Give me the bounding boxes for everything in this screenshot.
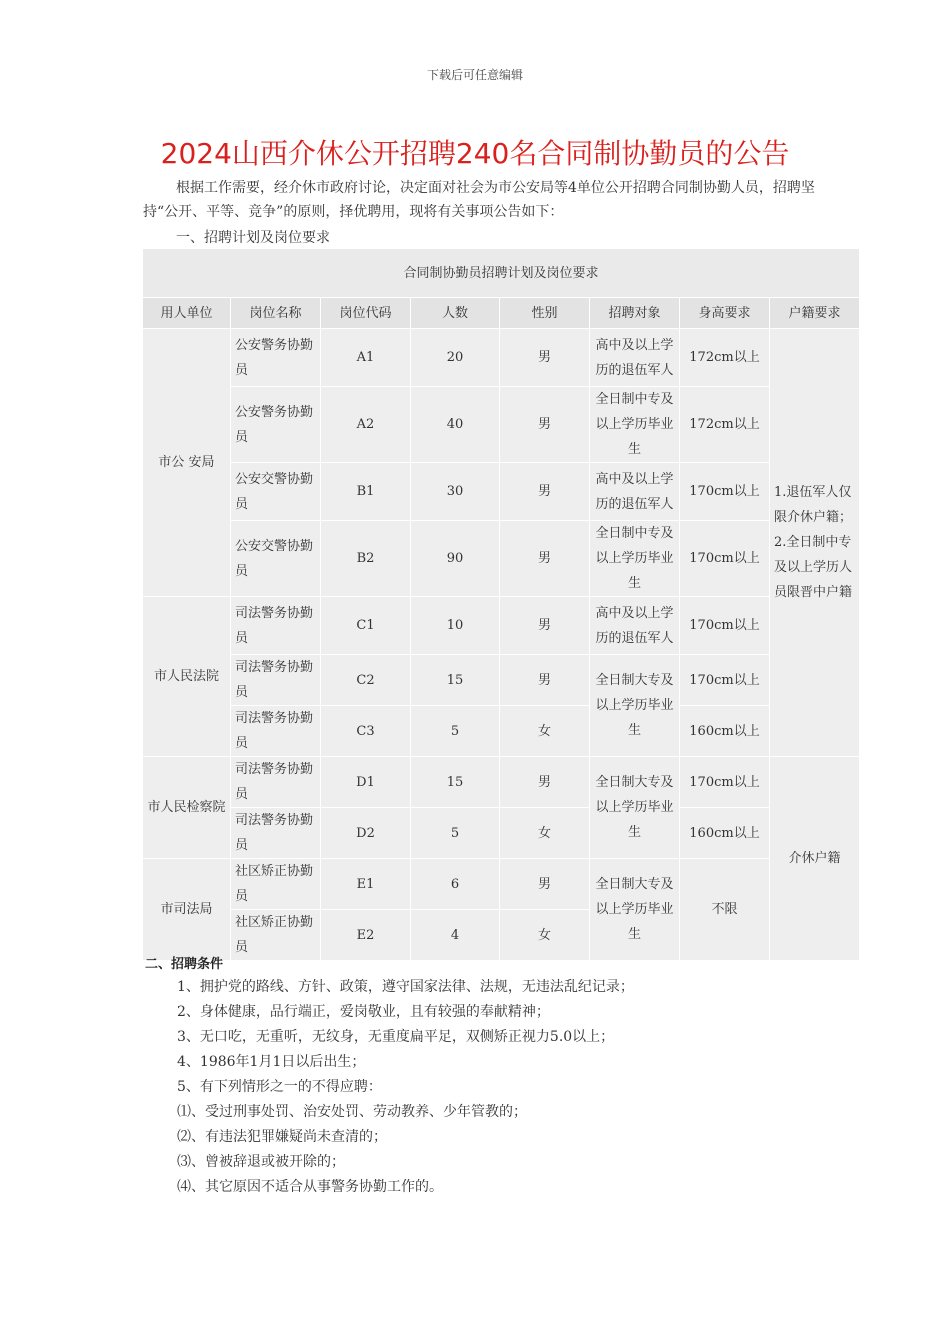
count-cell: 40 xyxy=(411,387,500,463)
count-cell: 6 xyxy=(411,859,500,910)
condition-item: 1、拥护党的路线、方针、政策，遵守国家法律、法规，无违法乱纪记录； xyxy=(177,979,634,995)
post-cell: 公安交警协勤员 xyxy=(231,521,321,597)
target-cell: 高中及以上学历的退伍军人 xyxy=(590,463,680,521)
code-cell: A1 xyxy=(321,329,411,387)
count-cell: 5 xyxy=(411,706,500,757)
gender-cell: 女 xyxy=(500,910,590,961)
recruitment-table xyxy=(142,248,860,961)
table-row xyxy=(143,655,860,706)
header-code: 岗位代码 xyxy=(321,298,411,329)
target-cell: 全日制中专及以上学历毕业生 xyxy=(590,521,680,597)
table-row xyxy=(143,808,860,859)
count-cell: 4 xyxy=(411,910,500,961)
height-cell: 160cm以上 xyxy=(680,706,770,757)
count-cell: 20 xyxy=(411,329,500,387)
gender-cell: 男 xyxy=(500,655,590,706)
header-gender: 性别 xyxy=(500,298,590,329)
post-cell: 公安交警协勤员 xyxy=(231,463,321,521)
section2-heading: 二、招聘条件 xyxy=(145,957,224,972)
hukou-cell: 介休户籍 xyxy=(770,757,860,961)
post-cell: 公安警务协勤员 xyxy=(231,387,321,463)
post-cell: 公安警务协勤员 xyxy=(231,329,321,387)
gender-cell: 男 xyxy=(500,387,590,463)
gender-cell: 男 xyxy=(500,597,590,655)
section1-heading: 一、招聘计划及岗位要求 xyxy=(176,230,330,246)
condition-item: 4、1986年1月1日以后出生； xyxy=(177,1054,366,1070)
count-cell: 15 xyxy=(411,655,500,706)
post-cell: 司法警务协勤员 xyxy=(231,655,321,706)
table-row xyxy=(143,706,860,757)
table-row xyxy=(143,597,860,655)
code-cell: E1 xyxy=(321,859,411,910)
code-cell: D2 xyxy=(321,808,411,859)
exclusion-item: ⑷、其它原因不适合从事警务协勤工作的。 xyxy=(177,1179,443,1195)
post-cell: 司法警务协勤员 xyxy=(231,808,321,859)
table-row xyxy=(143,859,860,910)
header-count: 人数 xyxy=(411,298,500,329)
count-cell: 30 xyxy=(411,463,500,521)
code-cell: C3 xyxy=(321,706,411,757)
count-cell: 10 xyxy=(411,597,500,655)
count-cell: 5 xyxy=(411,808,500,859)
intro-paragraph: 根据工作需要，经介休市政府讨论，决定面对社会为市公安局等4单位公开招聘合同制协勤人员，招聘坚持“公开、平等、竞争”的原则，择优聘用，现将有关事项公告如下： xyxy=(143,180,815,220)
height-cell: 172cm以上 xyxy=(680,329,770,387)
code-cell: D1 xyxy=(321,757,411,808)
unit-cell: 市公 安局 xyxy=(143,329,231,597)
gender-cell: 男 xyxy=(500,329,590,387)
gender-cell: 男 xyxy=(500,859,590,910)
target-cell: 全日制大专及以上学历毕业生 xyxy=(590,859,680,961)
condition-item: 3、无口吃，无重听，无纹身，无重度扁平足，双侧矫正视力5.0以上； xyxy=(177,1029,615,1045)
unit-cell: 市人民法院 xyxy=(143,597,231,757)
table-row xyxy=(143,757,860,808)
target-cell: 高中及以上学历的退伍军人 xyxy=(590,597,680,655)
gender-cell: 女 xyxy=(500,706,590,757)
target-cell: 全日制大专及以上学历毕业生 xyxy=(590,655,680,757)
table-row xyxy=(143,463,860,521)
code-cell: C1 xyxy=(321,597,411,655)
code-cell: E2 xyxy=(321,910,411,961)
post-cell: 司法警务协勤员 xyxy=(231,706,321,757)
unit-cell: 市人民检察院 xyxy=(143,757,231,859)
exclusion-item: ⑵、有违法犯罪嫌疑尚未查清的； xyxy=(177,1129,387,1145)
header-note: 下载后可任意编辑 xyxy=(426,68,523,82)
code-cell: C2 xyxy=(321,655,411,706)
exclusion-item: ⑶、曾被辞退或被开除的； xyxy=(177,1154,345,1170)
code-cell: B2 xyxy=(321,521,411,597)
post-cell: 社区矫正协勤员 xyxy=(231,910,321,961)
height-cell: 172cm以上 xyxy=(680,387,770,463)
condition-item: 2、身体健康，品行端正，爱岗敬业，且有较强的奉献精神； xyxy=(177,1004,550,1020)
gender-cell: 男 xyxy=(500,463,590,521)
table-row xyxy=(143,521,860,597)
post-cell: 社区矫正协勤员 xyxy=(231,859,321,910)
target-cell: 全日制中专及以上学历毕业生 xyxy=(590,387,680,463)
gender-cell: 男 xyxy=(500,757,590,808)
height-cell: 170cm以上 xyxy=(680,757,770,808)
header-post: 岗位名称 xyxy=(231,298,321,329)
post-cell: 司法警务协勤员 xyxy=(231,757,321,808)
header-unit: 用人单位 xyxy=(143,298,231,329)
header-target: 招聘对象 xyxy=(590,298,680,329)
table-row xyxy=(143,329,860,387)
height-cell: 170cm以上 xyxy=(680,597,770,655)
page-title: 2024山西介休公开招聘240名合同制协勤员的公告 xyxy=(160,137,790,170)
height-cell: 170cm以上 xyxy=(680,463,770,521)
height-cell: 170cm以上 xyxy=(680,521,770,597)
code-cell: B1 xyxy=(321,463,411,521)
exclusion-item: ⑴、受过刑事处罚、治安处罚、劳动教养、少年管教的； xyxy=(177,1104,527,1120)
gender-cell: 女 xyxy=(500,808,590,859)
gender-cell: 男 xyxy=(500,521,590,597)
unit-cell: 市司法局 xyxy=(143,859,231,961)
post-cell: 司法警务协勤员 xyxy=(231,597,321,655)
code-cell: A2 xyxy=(321,387,411,463)
table-caption: 合同制协勤员招聘计划及岗位要求 xyxy=(143,249,860,298)
condition-item: 5、有下列情形之一的不得应聘： xyxy=(177,1079,382,1095)
count-cell: 90 xyxy=(411,521,500,597)
table-row xyxy=(143,387,860,463)
header-hukou: 户籍要求 xyxy=(770,298,860,329)
target-cell: 全日制大专及以上学历毕业生 xyxy=(590,757,680,859)
height-cell: 160cm以上 xyxy=(680,808,770,859)
height-cell: 170cm以上 xyxy=(680,655,770,706)
target-cell: 高中及以上学历的退伍军人 xyxy=(590,329,680,387)
header-height: 身高要求 xyxy=(680,298,770,329)
hukou-cell: 1.退伍军人仅限介休户籍；2.全日制中专及以上学历人员限晋中户籍 xyxy=(770,329,860,757)
height-cell: 不限 xyxy=(680,859,770,961)
count-cell: 15 xyxy=(411,757,500,808)
